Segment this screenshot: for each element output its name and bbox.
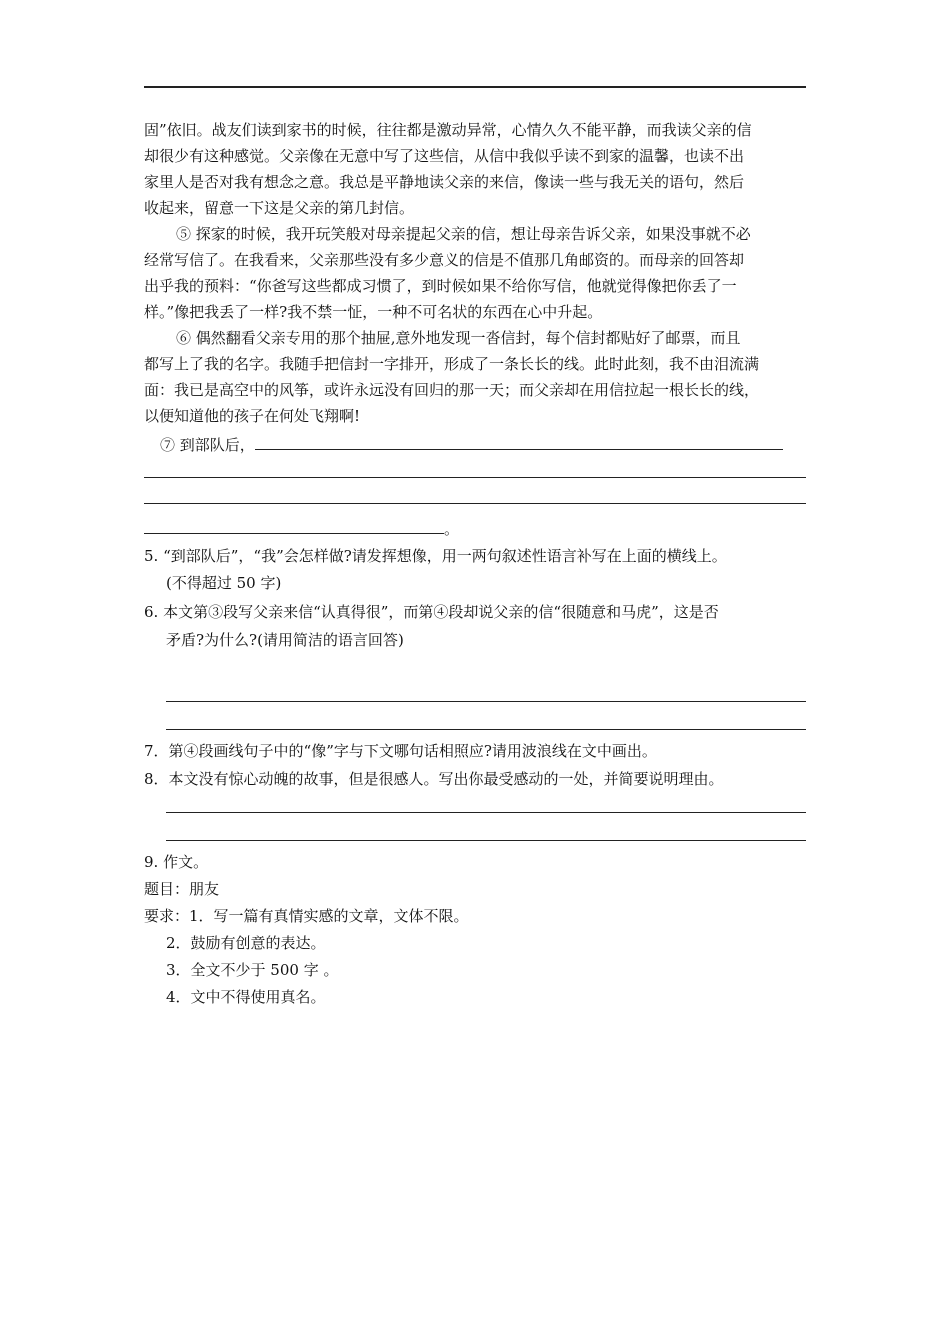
paragraph-7-lead: ⑦ 到部队后， <box>160 436 255 454</box>
text-line: 固”依旧。战友们读到家书的时候，往往都是激动异常，心情久久不能平静，而我读父亲的信 <box>144 121 752 139</box>
paragraph-4-continuation <box>144 117 806 221</box>
text-line: 样。”像把我丢了一样?我不禁一怔，一种不可名状的东西在心中升起。 <box>144 303 603 321</box>
question-6: 6. 本文第③段写父亲来信“认真得很”，而第④段却说父亲的信“很随意和马虎”，这是否 <box>144 603 719 621</box>
question-5: 5. “到部队后”，“我”会怎样做?请发挥想像，用一两句叙述性语言补写在上面的横线上。 <box>144 547 727 565</box>
question-7: 7．第④段画线句子中的“像”字与下文哪句话相照应?请用波浪线在文中画出。 <box>144 742 657 760</box>
essay-requirement-4: 4．文中不得使用真名。 <box>166 988 326 1006</box>
text-line: 家里人是否对我有想念之意。我总是平静地读父亲的来信，像读一些与我无关的语句，然后 <box>144 173 745 191</box>
paragraph-6 <box>144 325 806 429</box>
question-9: 9. 作文。 <box>144 853 209 871</box>
essay-requirement-2: 2．鼓励有创意的表达。 <box>166 934 326 952</box>
answer-line[interactable] <box>166 701 806 702</box>
question-8: 8．本文没有惊心动魄的故事，但是很感人。写出你最受感动的一处，并简要说明理由。 <box>144 770 724 788</box>
text-line: 以便知道他的孩子在何处飞翔啊! <box>144 407 361 425</box>
answer-line[interactable] <box>166 840 806 841</box>
answer-line[interactable] <box>166 729 806 730</box>
question-6-note: 矛盾?为什么?(请用简洁的语言回答) <box>166 631 404 649</box>
answer-blank[interactable] <box>255 432 783 450</box>
text-line: 经常写信了。在我看来，父亲那些没有多少意义的信是不值那几角邮资的。而母亲的回答却 <box>144 251 745 269</box>
text-line: 收起来，留意一下这是父亲的第几封信。 <box>144 199 415 217</box>
essay-requirement-3: 3．全文不少于 500 字 。 <box>166 961 339 979</box>
answer-blank[interactable] <box>144 477 806 478</box>
question-5-note: (不得超过 50 字) <box>166 574 282 592</box>
text-line: 出乎我的预料：“你爸写这些都成习惯了，到时候如果不给你写信，他就觉得像把你丢了一 <box>144 277 737 295</box>
paragraph-7-end: 。 <box>444 520 460 538</box>
answer-blank[interactable] <box>144 533 444 534</box>
text-line: ⑥ 偶然翻看父亲专用的那个抽屉,意外地发现一沓信封，每个信封都贴好了邮票，而且 <box>176 329 741 347</box>
answer-line[interactable] <box>166 812 806 813</box>
text-line: 却很少有这种感觉。父亲像在无意中写了这些信，从信中我似乎读不到家的温馨，也读不出 <box>144 147 745 165</box>
header-rule <box>144 86 806 88</box>
text-line: 都写上了我的名字。我随手把信封一字排开，形成了一条长长的线。此时此刻，我不由泪流满 <box>144 355 760 373</box>
paragraph-7 <box>160 432 800 458</box>
essay-title: 题目：朋友 <box>144 880 220 898</box>
paragraph-5 <box>144 221 806 325</box>
text-line: ⑤ 探家的时候，我开玩笑般对母亲提起父亲的信，想让母亲告诉父亲，如果没事就不必 <box>176 225 751 243</box>
essay-requirement-1: 要求：1．写一篇有真情实感的文章，文体不限。 <box>144 907 469 925</box>
text-line: 面：我已是高空中的风筝，或许永远没有回归的那一天；而父亲却在用信拉起一根长长的线， <box>144 381 760 399</box>
answer-blank[interactable] <box>144 503 806 504</box>
